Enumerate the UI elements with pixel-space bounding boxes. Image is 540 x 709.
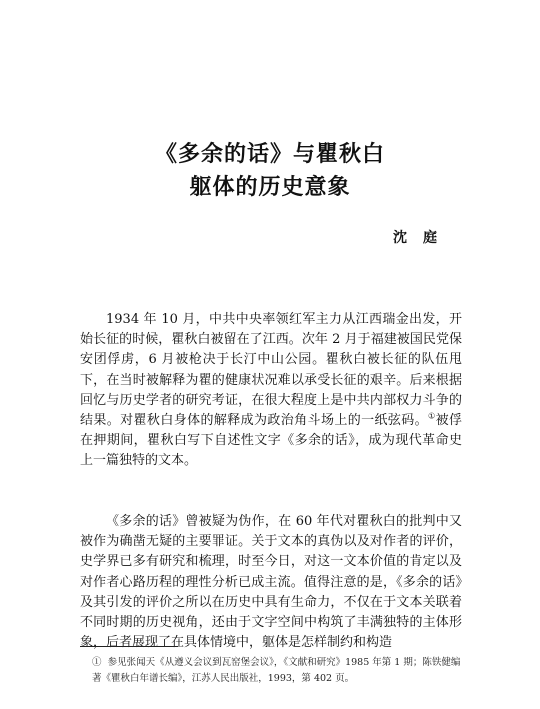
author-name: 沈庭 [393,230,453,246]
footnote [92,655,464,687]
paragraph-1-text-a: 1934 年 10 月，中共中央率领红军主力从江西瑞金出发，开始长征的时候，瞿秋白被留在了江西。次年 2 月于福建被国民党保安团俘虏，6 月被枪决于长汀中山公园。瞿秋白被长征的队伍甩下，在当时被解释为瞿的健康状况难以承受长征的艰辛。后来根据回忆与历史学者的研究考证，在很大程度上是中共内部权力斗争的结果。对瞿秋白身体的解释成为政治角斗场上的一纸弦码。 [80,312,462,429]
article-title-line-1: 《多余的话》与瞿秋白 [154,142,385,167]
body-paragraph-1 [80,310,462,472]
article-title-line-2: 躯体的历史意象 [189,175,351,200]
paragraph-1-text-b: 被俘在押期间，瞿秋白写下自述性文字《多余的话》，成为现代革命史上一篇独特的文本。 [80,413,462,469]
footnote-reference-mark: ① [428,411,436,421]
body-paragraph-2: 《多余的话》曾被疑为伪作，在 60 年代对瞿秋白的批判中又被作为确凿无疑的主要罪证。关于文本的真伪以及对作者的评价，史学界已多有研究和梳理，时至今日，对这一文本价值的肯定以及对作者心路历程的理性分析已成主流。值得注意的是，《多余的话》及其引发的评价之所以在历史中具有生命力，不仅在于文本关联着不同时期的历史视角，还由于文字空间中构筑了丰满独特的主体形象，后者展现了在具体情境中，躯体是怎样制约和构造 [80,514,462,651]
footnote-divider [80,646,178,647]
footnote-mark: ① [92,657,102,668]
footnote-text: 参见张闻天《从遵义会议到瓦窑堡会议》，《文献和研究》1985 年第 1 期；陈铁健编著《瞿秋白年谱长编》，江苏人民出版社，1993，第 402 页。 [92,657,461,684]
